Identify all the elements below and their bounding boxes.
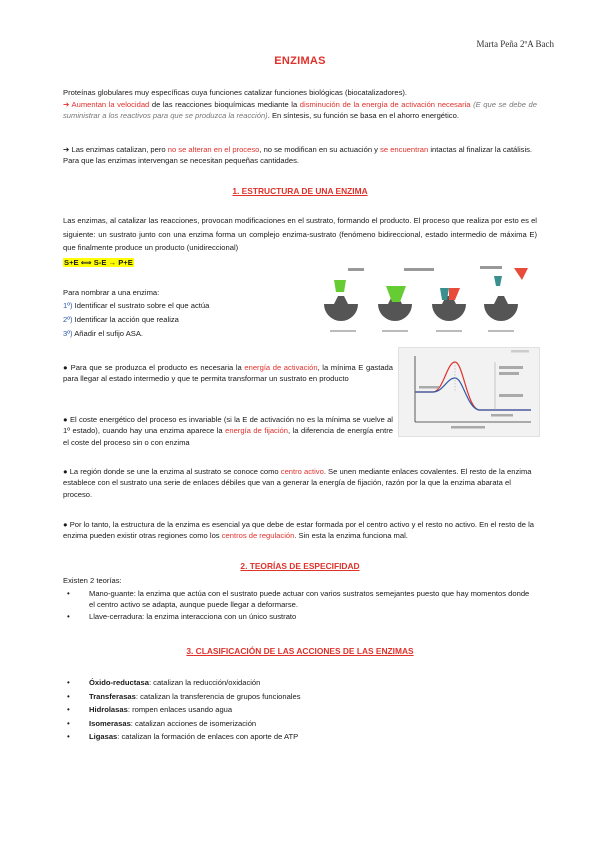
naming-steps (63, 299, 209, 341)
text: . En síntesis, su función se basa en el ahorro energético. (267, 111, 459, 121)
enzyme-class-desc: : catalizan la reducción/oxidación (148, 678, 261, 687)
bullet-icon: • (67, 718, 70, 728)
enzyme-class-name: Isomerasas (89, 718, 131, 728)
enzyme-substrate-diagram (322, 262, 538, 337)
enzyme-class-name: Hidrolasas (89, 705, 128, 715)
right-arrow-icon: → (108, 258, 117, 267)
highlight-text: centro activo (280, 467, 324, 476)
text: ● Para que se produzca el producto es necesaria la (63, 363, 245, 372)
naming-step (63, 313, 209, 327)
list-item-text: Mano-guante: la enzima que actúa con el sustrato puede actuar con varios sustratos semejantes puesto que hay momentos donde el centro activo se adapta, aunque puede llegar a deformarse. (89, 589, 530, 610)
text: ● Por lo tanto, la estructura de la enzima es esencial ya que debe de estar formada por el centro activo y el resto no activo. En el resto de la enzima pueden existir otras regiones como los (63, 520, 535, 541)
bullet-icon: • (67, 589, 70, 598)
list-item (63, 690, 537, 704)
bullet-icon: • (67, 678, 70, 687)
bullet-icon: • (67, 732, 70, 742)
highlight-text: se encuentran (380, 145, 429, 154)
text: ● La región donde se une la enzima al sustrato se conoce como (63, 467, 281, 476)
eq-right: P+E (118, 258, 133, 267)
list-item (63, 611, 537, 622)
highlight-text: no se alteran en el proceso (167, 145, 260, 154)
arrow-icon: ➔ (63, 145, 70, 154)
highlight-text: disminución de la energía de activación necesaria (299, 100, 471, 109)
section-2-title: 2. TEORÍAS DE ESPECIFIDAD (240, 561, 360, 571)
list-item (63, 676, 537, 690)
naming-intro: Para nombrar a una enzima: (63, 288, 160, 297)
section-3-title: 3. CLASIFICACIÓN DE LAS ACCIONES DE LAS ENZIMAS (186, 646, 414, 656)
text: , no se modifican en su actuación y (259, 145, 381, 154)
highlight-text: energía de fijación (225, 426, 288, 436)
text: ● El coste energético del proceso es invariable (si la E de activación no es la mínima se vuelve al 1º estado), cuando hay una enzima aparece la (63, 415, 393, 436)
text: , la diferencia de energía entre el coste del proceso sin o con enzima (63, 426, 393, 447)
step-text: Identificar el sustrato sobre el que actúa (72, 301, 210, 310)
section-1-paragraph: Las enzimas, al catalizar las reacciones, provocan modificaciones en el sustrato, formando el producto. El proceso que realiza por esto es el siguiente: un sustrato junto con una enzima forma un complejo enzima-sustrato (fenómeno bidireccional, estado intermedio de máxima E) que finalmente produce un producto (unidireccional) (63, 216, 537, 252)
list-item (63, 588, 537, 611)
text: Las enzimas catalizan, pero (69, 145, 168, 154)
double-arrow-icon: ⟺ (80, 258, 92, 267)
highlight-text: energía de activación (244, 363, 318, 372)
bullet-fixation-energy (63, 414, 393, 448)
section-1-title: 1. ESTRUCTURA DE UNA ENZIMA (232, 186, 368, 196)
theories-list (63, 588, 537, 622)
step-text: Identificar la acción que realiza (72, 315, 179, 324)
aside-text: (E que se debe de suministrar a los reactivos para que se produzca la reacción) (63, 100, 537, 121)
text: . Se unen mediante enlaces covalentes. El resto de la enzima establece con el sustrato una serie de enlaces débiles que van a generar la energía de fijación, razón por la que la enzima abarata el proceso. (63, 467, 532, 499)
step-number: 2º) (63, 315, 73, 324)
step-text: Añadir el sufijo ASA. (72, 329, 144, 338)
reaction-equation (63, 258, 134, 267)
bullet-icon: • (67, 705, 70, 715)
intro-paragraph-b (63, 144, 537, 167)
list-item (63, 717, 537, 731)
enzyme-class-name: Óxido-reductasa (89, 678, 149, 687)
eq-mid: S-E (93, 258, 107, 267)
intro-paragraph-a (63, 99, 537, 122)
text: , la mínima E gastada para llegar al estado intermedio y que te permita transformar un sustrato en producto (63, 363, 393, 384)
list-item (63, 703, 537, 717)
list-item-text: Llave-cerradura: la enzima interacciona con un único sustrato (89, 611, 297, 621)
page-title: ENZIMAS (274, 55, 326, 67)
bullet-structure (63, 519, 537, 542)
bullet-icon: • (67, 611, 70, 621)
section-2-intro: Existen 2 teorías: (63, 576, 122, 585)
highlight-text: Aumentan la velocidad (71, 100, 150, 109)
enzyme-class-name: Ligasas (89, 732, 118, 742)
text: . Sin esta la enzima funciona mal. (294, 531, 408, 541)
intro-line-1: Proteínas globulares muy específicas cuya funciones catalizar funciones biológicas (biocatalizadores). (63, 88, 408, 97)
enzyme-class-desc: : rompen enlaces usando agua (127, 705, 233, 715)
author-header: Marta Peña 2ºA Bach (476, 39, 554, 49)
energy-graph-figure (398, 347, 540, 437)
bullet-activation-energy (63, 362, 393, 385)
step-number: 3º) (63, 329, 73, 338)
highlight-text: centros de regulación (221, 531, 295, 541)
equation-reactants (63, 258, 134, 267)
naming-step (63, 299, 209, 313)
enzyme-class-desc: : catalizan acciones de isomerización (130, 718, 257, 728)
enzyme-class-desc: : catalizan la formación de enlaces con aporte de ATP (117, 732, 299, 742)
step-number: 1º) (63, 301, 73, 310)
text: intactas al finalizar la catálisis. Para que las enzimas intervengan se necesitan pequeñas cantidades. (63, 145, 533, 166)
naming-step (63, 327, 209, 341)
bullet-active-center (63, 466, 537, 500)
text: de las reacciones bioquímicas mediante la (149, 100, 300, 109)
bullet-icon: • (67, 691, 70, 701)
eq-left: S+E (64, 258, 79, 267)
arrow-icon: ➔ (63, 100, 70, 109)
enzyme-class-desc: : catalizan la transferencia de grupos funcionales (135, 691, 301, 701)
list-item (63, 730, 537, 744)
enzyme-class-name: Transferasas (89, 691, 136, 701)
enzyme-actions-list (63, 676, 537, 744)
